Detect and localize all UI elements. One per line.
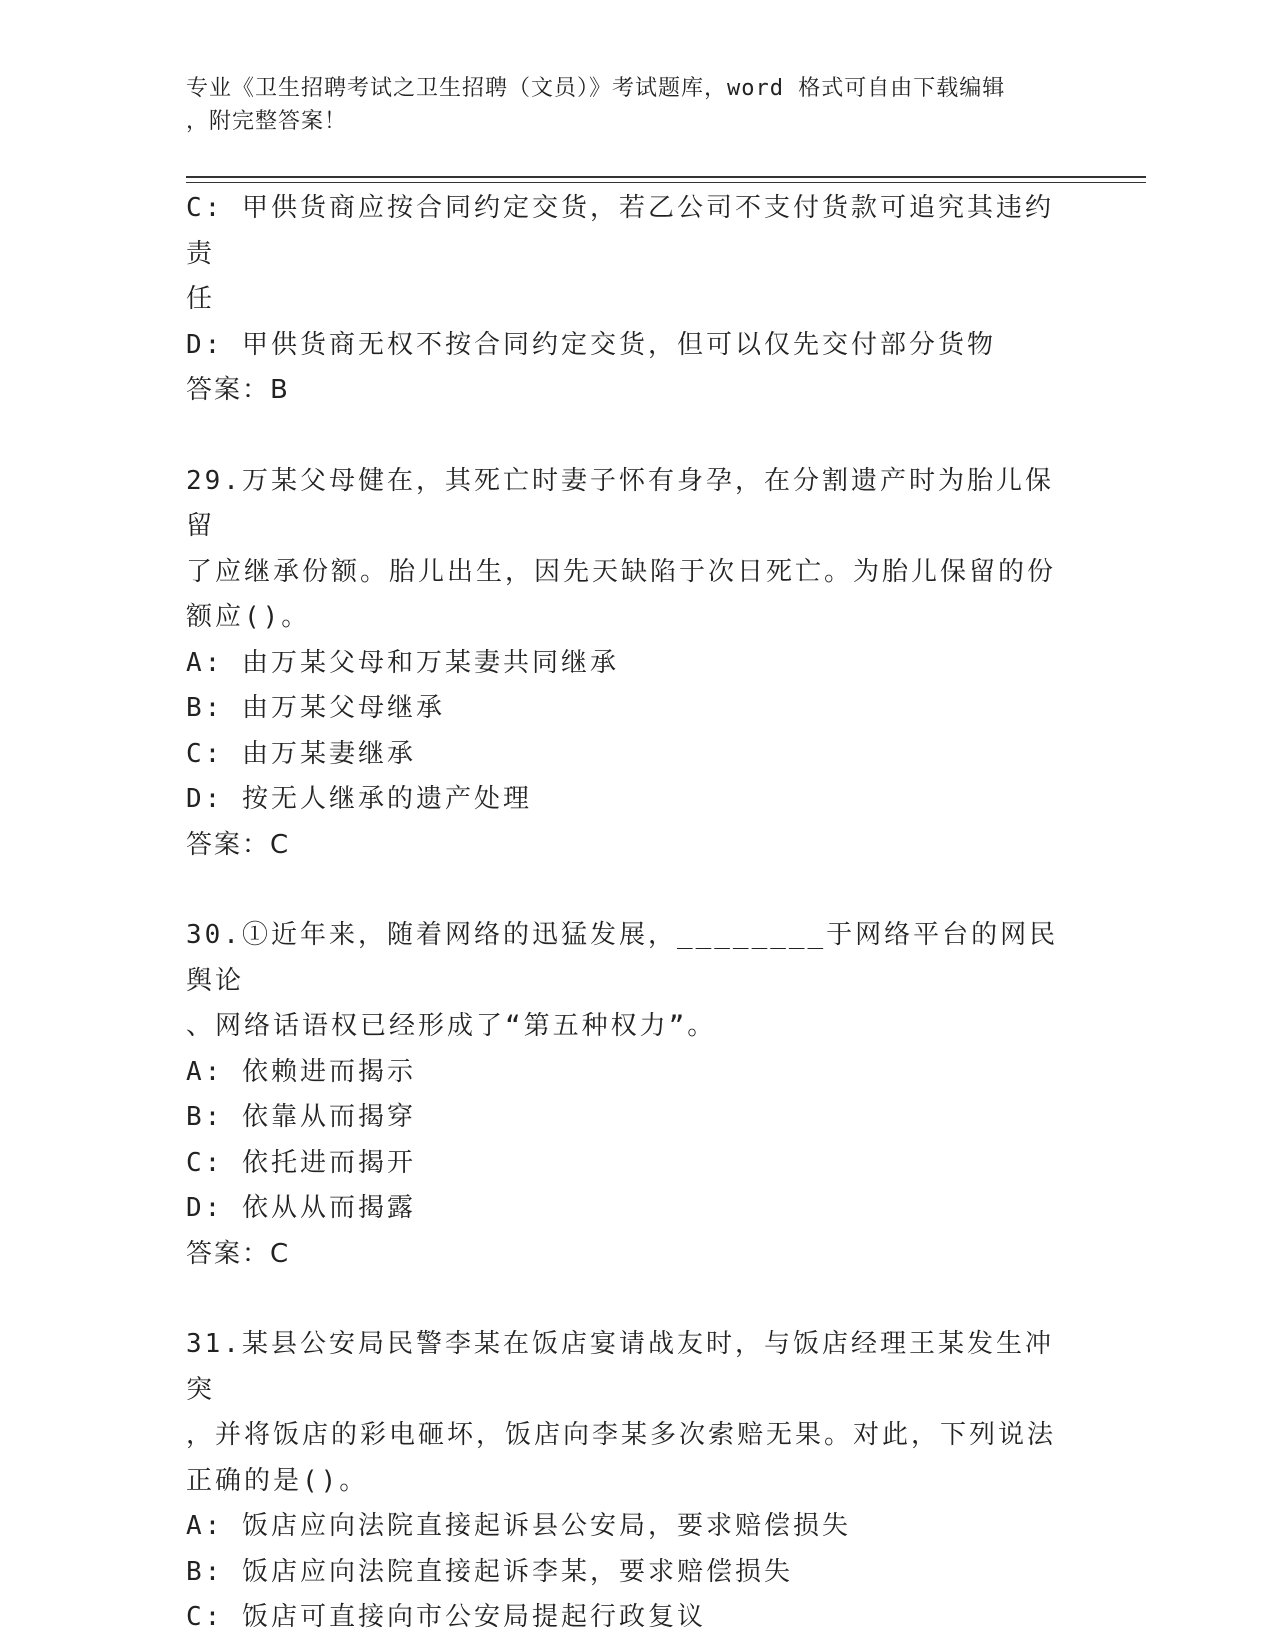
- spacer: [186, 868, 1066, 913]
- option-b: B: 饭店应向法院直接起诉李某，要求赔偿损失: [186, 1556, 793, 1587]
- option-d: D: 按无人继承的遗产处理: [186, 784, 532, 814]
- option-b: B: 依靠从而揭穿: [186, 1102, 416, 1132]
- question-stem-line-1: 29.万某父母健在，其死亡时妻子怀有身孕，在分割遗产时为胎儿保留: [186, 465, 1054, 541]
- spacer: [186, 1277, 1066, 1322]
- header-line-1: 专业《卫生招聘考试之卫生招聘（文员）》考试题库，word 格式可自由下载编辑: [186, 76, 1006, 101]
- question-stem-line-2: 、网络话语权已经形成了“第五种权力”。: [186, 1011, 717, 1041]
- answer: 答案：C: [186, 829, 291, 860]
- question-stem-line-1: 30.①近年来，随着网络的迅猛发展，________于网络平台的网民舆论: [186, 920, 1059, 996]
- question-29: [186, 459, 1066, 869]
- option-c: C: 依托进而揭开: [186, 1147, 416, 1178]
- option-c: C: 饭店可直接向市公安局提起行政复议: [186, 1602, 706, 1632]
- answer: 答案：B: [186, 375, 290, 405]
- header-divider-thick: [186, 176, 1146, 178]
- question-stem-line-1: 31.某县公安局民警李某在饭店宴请战友时，与饭店经理王某发生冲突: [186, 1329, 1054, 1405]
- option-d: D: 甲供货商无权不按合同约定交货，但可以仅先交付部分货物: [186, 329, 996, 360]
- question-stem-line-3: 额应()。: [186, 602, 311, 632]
- question-stem-line-3: 正确的是()。: [186, 1465, 369, 1496]
- option-a: A: 依赖进而揭示: [186, 1056, 416, 1087]
- option-a: A: 由万某父母和万某妻共同继承: [186, 647, 619, 678]
- question-stem-line-2: ，并将饭店的彩电砸坏，饭店向李某多次索赔无果。对此，下列说法: [186, 1420, 1057, 1450]
- question-31: [186, 1322, 1066, 1641]
- option-c: C: 由万某妻继承: [186, 738, 416, 769]
- question-stem-line-2: 了应继承份额。胎儿出生，因先天缺陷于次日死亡。为胎儿保留的份: [186, 556, 1057, 587]
- option-c-line-2: 任: [186, 284, 216, 314]
- header-line-2: ，附完整答案！: [186, 109, 348, 134]
- option-d: D: 依从从而揭露: [186, 1193, 416, 1223]
- header-divider-thin: [186, 182, 1146, 183]
- option-b: B: 由万某父母继承: [186, 693, 445, 723]
- option-c-line-1: C: 甲供货商应按合同约定交货，若乙公司不支付货款可追究其违约责: [186, 193, 1054, 269]
- spacer: [186, 414, 1066, 459]
- question-28: [186, 186, 1066, 414]
- document-header: [186, 72, 1066, 138]
- option-a: A: 饭店应向法院直接起诉县公安局，要求赔偿损失: [186, 1511, 851, 1541]
- question-30: [186, 913, 1066, 1277]
- answer: 答案：C: [186, 1238, 291, 1269]
- question-list: [186, 186, 1066, 1641]
